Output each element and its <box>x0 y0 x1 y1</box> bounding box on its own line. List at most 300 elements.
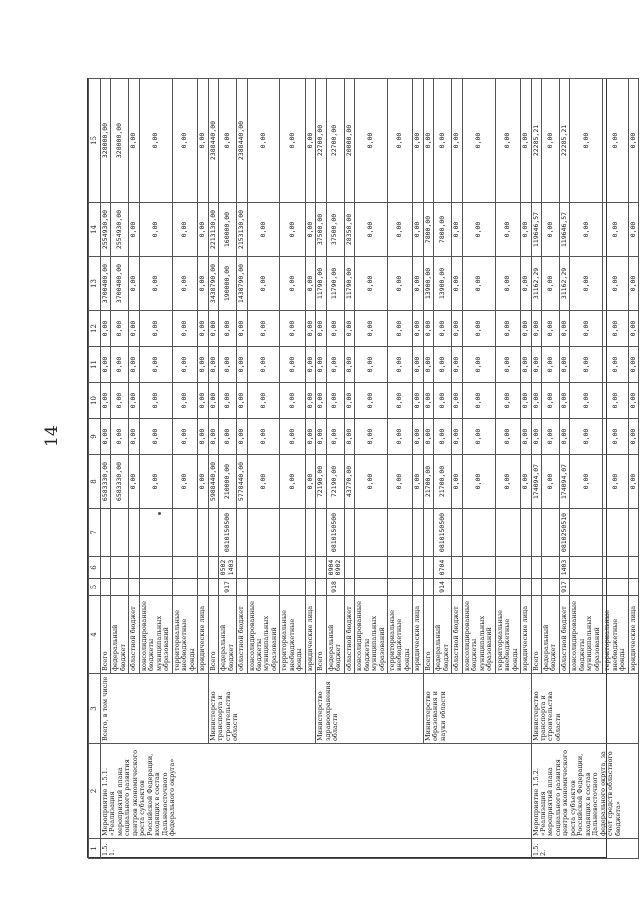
amount-cell: 0,00 <box>603 383 628 419</box>
grbs-code <box>101 579 111 596</box>
amount-cell: 0,00 <box>628 79 638 203</box>
table-row <box>101 79 111 859</box>
amount-cell: 0,00 <box>521 79 531 203</box>
rz-pr-code <box>462 557 495 579</box>
funding-source: территориальные внебюджетные фонды <box>495 596 520 674</box>
amount-cell: 0,00 <box>344 419 354 455</box>
amount-cell: 31162,29 <box>559 257 569 311</box>
amount-cell: 0,00 <box>139 203 172 257</box>
grbs-code <box>139 579 172 596</box>
amount-cell: 0,00 <box>603 203 628 257</box>
amount-cell: 0,00 <box>570 257 603 311</box>
rz-pr-code: 0502 1403 <box>219 557 237 579</box>
amount-cell: 0,00 <box>316 311 326 347</box>
grbs-code <box>198 579 208 596</box>
amount-cell: 0,00 <box>326 383 344 419</box>
amount-cell: 0,00 <box>628 257 638 311</box>
amount-cell: 0,00 <box>462 203 495 257</box>
table-body <box>89 79 639 859</box>
grbs-code <box>355 579 388 596</box>
column-number: 7 <box>89 509 101 557</box>
funding-source: Всего <box>316 596 326 674</box>
grbs-code <box>603 579 628 596</box>
amount-cell: 0,00 <box>208 347 218 383</box>
amount-cell: 6583330,00 <box>111 455 129 509</box>
amount-cell: 72190,00 <box>316 455 326 509</box>
amount-cell: 0,00 <box>452 347 462 383</box>
grbs-code: 918 <box>326 579 344 596</box>
amount-cell: 174094,07 <box>559 455 569 509</box>
amount-cell: 0,00 <box>521 455 531 509</box>
amount-cell: 0,00 <box>452 383 462 419</box>
csr-code <box>603 509 628 557</box>
column-number: 13 <box>89 257 101 311</box>
amount-cell: 0,00 <box>326 419 344 455</box>
amount-cell: 0,00 <box>355 203 388 257</box>
amount-cell: 37500,00 <box>316 203 326 257</box>
amount-cell: 0,00 <box>628 203 638 257</box>
amount-cell: 2388440,00 <box>237 79 247 203</box>
amount-cell: 0,00 <box>172 419 197 455</box>
amount-cell: 3700400,00 <box>111 257 129 311</box>
csr-code <box>541 509 559 557</box>
csr-code <box>531 509 541 557</box>
amount-cell: 0,00 <box>434 419 452 455</box>
amount-cell: 0,00 <box>280 311 305 347</box>
amount-cell: 0,00 <box>198 419 208 455</box>
column-number: 11 <box>89 347 101 383</box>
amount-cell: 0,00 <box>628 455 638 509</box>
amount-cell: 0,00 <box>541 79 559 203</box>
funding-source: юридические лица <box>305 596 315 674</box>
amount-cell: 0,00 <box>462 347 495 383</box>
funding-source: консолидированные бюджеты муниципальных образований <box>355 596 388 674</box>
amount-cell: 0,00 <box>452 455 462 509</box>
amount-cell: 160000,00 <box>219 203 237 257</box>
funding-source: консолидированные бюджеты муниципальных образований <box>247 596 280 674</box>
csr-code <box>413 509 423 557</box>
amount-cell: 0,00 <box>434 347 452 383</box>
amount-cell: 0,00 <box>280 203 305 257</box>
rz-pr-code <box>316 557 326 579</box>
amount-cell: 0,00 <box>172 79 197 203</box>
grbs-code <box>111 579 129 596</box>
amount-cell: 0,00 <box>559 419 569 455</box>
amount-cell: 0,00 <box>603 455 628 509</box>
csr-code <box>521 509 531 557</box>
rz-pr-code <box>423 557 433 579</box>
csr-code <box>139 509 172 557</box>
csr-code <box>101 509 111 557</box>
amount-cell: 0,00 <box>139 419 172 455</box>
amount-cell: 0,00 <box>355 419 388 455</box>
rz-pr-code <box>101 557 111 579</box>
measure-id: 1.5.1. <box>101 839 532 859</box>
funding-source: Всего <box>208 596 218 674</box>
amount-cell: 0,00 <box>559 347 569 383</box>
column-number-row <box>89 79 101 859</box>
rz-pr-code <box>531 557 541 579</box>
csr-code <box>198 509 208 557</box>
csr-code <box>452 509 462 557</box>
amount-cell: 0,00 <box>452 257 462 311</box>
rz-pr-code <box>111 557 129 579</box>
amount-cell: 0,00 <box>198 79 208 203</box>
column-number: 4 <box>89 596 101 674</box>
amount-cell: 0,00 <box>237 419 247 455</box>
amount-cell: 0,00 <box>198 383 208 419</box>
amount-cell: 0,00 <box>628 383 638 419</box>
csr-code <box>172 509 197 557</box>
amount-cell: 0,00 <box>559 311 569 347</box>
amount-cell: 0,00 <box>388 79 413 203</box>
amount-cell: 3438790,00 <box>208 257 218 311</box>
grbs-code <box>129 579 139 596</box>
amount-cell: 0,00 <box>139 383 172 419</box>
amount-cell: 0,00 <box>280 383 305 419</box>
funding-source: консолидированные бюджеты муниципальных образований <box>139 596 172 674</box>
amount-cell: 0,00 <box>603 79 628 203</box>
csr-code: 0810150500 <box>326 509 344 557</box>
amount-cell: 0,00 <box>452 203 462 257</box>
rz-pr-code <box>280 557 305 579</box>
amount-cell: 174094,07 <box>531 455 541 509</box>
csr-code <box>280 509 305 557</box>
amount-cell: 2213130,00 <box>208 203 218 257</box>
amount-cell: 0,00 <box>198 203 208 257</box>
funding-source: федеральный бюджет <box>434 596 452 674</box>
csr-code: 0810150500 <box>219 509 237 557</box>
amount-cell: 0,00 <box>129 347 139 383</box>
grbs-code <box>495 579 520 596</box>
amount-cell: 13900,00 <box>434 257 452 311</box>
amount-cell: 0,00 <box>570 455 603 509</box>
funding-source: юридические лица <box>521 596 531 674</box>
grbs-code <box>344 579 354 596</box>
amount-cell: 0,00 <box>388 257 413 311</box>
amount-cell: 0,00 <box>355 347 388 383</box>
grbs-code: 917 <box>219 579 237 596</box>
column-number: 12 <box>89 311 101 347</box>
column-number: 9 <box>89 419 101 455</box>
funding-source: областной бюджет <box>559 596 569 674</box>
rz-pr-code: 0904 0902 <box>326 557 344 579</box>
amount-cell: 0,00 <box>344 383 354 419</box>
grbs-code <box>628 579 638 596</box>
amount-cell: 0,00 <box>219 347 237 383</box>
amount-cell: 0,00 <box>413 257 423 311</box>
rz-pr-code <box>355 557 388 579</box>
grbs-code <box>541 579 559 596</box>
amount-cell: 0,00 <box>344 311 354 347</box>
amount-cell: 28350,00 <box>344 203 354 257</box>
amount-cell: 0,00 <box>570 311 603 347</box>
rz-pr-code <box>208 557 218 579</box>
amount-cell: 0,00 <box>495 79 520 203</box>
amount-cell: 0,00 <box>280 419 305 455</box>
amount-cell: 21700,00 <box>423 455 433 509</box>
rz-pr-code <box>413 557 423 579</box>
amount-cell: 119646,57 <box>531 203 541 257</box>
amount-cell: 0,00 <box>129 311 139 347</box>
funding-source: федеральный бюджет <box>111 596 129 674</box>
grbs-code <box>172 579 197 596</box>
amount-cell: 37500,00 <box>326 203 344 257</box>
amount-cell: 210000,00 <box>219 455 237 509</box>
amount-cell: 11790,00 <box>326 257 344 311</box>
amount-cell: 0,00 <box>316 419 326 455</box>
amount-cell: 0,00 <box>413 311 423 347</box>
funding-source: территориальные внебюджетные фонды <box>172 596 197 674</box>
amount-cell: 0,00 <box>129 79 139 203</box>
grbs-code: 917 <box>559 579 569 596</box>
amount-cell: 0,00 <box>355 79 388 203</box>
amount-cell: 0,00 <box>326 311 344 347</box>
grbs-code <box>462 579 495 596</box>
amount-cell: 0,00 <box>237 311 247 347</box>
rz-pr-code <box>603 557 628 579</box>
amount-cell: 5778440,00 <box>237 455 247 509</box>
csr-code <box>129 509 139 557</box>
amount-cell: 0,00 <box>237 383 247 419</box>
amount-cell: 0,00 <box>111 311 129 347</box>
csr-code <box>344 509 354 557</box>
amount-cell: 0,00 <box>434 311 452 347</box>
amount-cell: 0,00 <box>280 455 305 509</box>
amount-cell: 0,00 <box>541 419 559 455</box>
amount-cell: 0,00 <box>219 79 237 203</box>
csr-code <box>237 509 247 557</box>
amount-cell: 0,00 <box>521 203 531 257</box>
amount-cell: 0,00 <box>139 347 172 383</box>
amount-cell: 0,00 <box>521 347 531 383</box>
amount-cell: 0,00 <box>172 347 197 383</box>
amount-cell: 0,00 <box>305 419 315 455</box>
rz-pr-code <box>237 557 247 579</box>
amount-cell: 0,00 <box>521 383 531 419</box>
amount-cell: 0,00 <box>280 257 305 311</box>
amount-cell: 0,00 <box>452 419 462 455</box>
csr-code <box>388 509 413 557</box>
amount-cell: 0,00 <box>305 383 315 419</box>
csr-code <box>208 509 218 557</box>
amount-cell: 2554930,00 <box>101 203 111 257</box>
funding-source: Всего <box>101 596 111 674</box>
amount-cell: 0,00 <box>305 257 315 311</box>
amount-cell: 0,00 <box>462 257 495 311</box>
csr-code: 0810150500 <box>434 509 452 557</box>
amount-cell: 0,00 <box>355 383 388 419</box>
csr-code <box>495 509 520 557</box>
funding-source: областной бюджет <box>344 596 354 674</box>
column-number: 8 <box>89 455 101 509</box>
csr-code <box>628 509 638 557</box>
amount-cell: 6583330,00 <box>101 455 111 509</box>
grbs-code <box>280 579 305 596</box>
amount-cell: 0,00 <box>495 419 520 455</box>
amount-cell: 0,00 <box>570 203 603 257</box>
amount-cell: 0,00 <box>462 311 495 347</box>
funding-source: юридические лица <box>628 596 638 674</box>
amount-cell: 0,00 <box>388 383 413 419</box>
amount-cell: 0,00 <box>198 347 208 383</box>
amount-cell: 0,00 <box>172 383 197 419</box>
rz-pr-code <box>452 557 462 579</box>
document-table-frame <box>87 78 637 858</box>
amount-cell: 0,00 <box>247 383 280 419</box>
amount-cell: 0,00 <box>247 79 280 203</box>
amount-cell: 22285,21 <box>531 79 541 203</box>
csr-code <box>316 509 326 557</box>
amount-cell: 0,00 <box>531 383 541 419</box>
measure-id: 1.5.2. <box>531 839 639 859</box>
amount-cell: 0,00 <box>413 79 423 203</box>
grbs-code <box>570 579 603 596</box>
amount-cell: 0,00 <box>531 311 541 347</box>
amount-cell: 190000,00 <box>219 257 237 311</box>
amount-cell: 0,00 <box>139 311 172 347</box>
amount-cell: 22285,21 <box>559 79 569 203</box>
amount-cell: 328000,00 <box>111 79 129 203</box>
csr-code: 0810250510 <box>559 509 569 557</box>
amount-cell: 0,00 <box>423 383 433 419</box>
grbs-code <box>208 579 218 596</box>
amount-cell: 0,00 <box>388 347 413 383</box>
funding-source: федеральный бюджет <box>219 596 237 674</box>
amount-cell: 0,00 <box>423 79 433 203</box>
rz-pr-code <box>172 557 197 579</box>
financing-table <box>88 78 639 859</box>
rz-pr-code <box>198 557 208 579</box>
amount-cell: 0,00 <box>355 257 388 311</box>
grbs-code <box>452 579 462 596</box>
table-row <box>316 79 326 859</box>
grbs-code <box>521 579 531 596</box>
amount-cell: 0,00 <box>434 79 452 203</box>
amount-cell: 0,00 <box>247 419 280 455</box>
csr-code <box>355 509 388 557</box>
amount-cell: 0,00 <box>388 203 413 257</box>
amount-cell: 0,00 <box>237 347 247 383</box>
amount-cell: 0,00 <box>531 419 541 455</box>
amount-cell: 0,00 <box>247 257 280 311</box>
amount-cell: 0,00 <box>247 347 280 383</box>
amount-cell: 0,00 <box>434 383 452 419</box>
amount-cell: 0,00 <box>413 347 423 383</box>
rz-pr-code <box>305 557 315 579</box>
amount-cell: 0,00 <box>521 419 531 455</box>
amount-cell: 0,00 <box>139 79 172 203</box>
amount-cell: 0,00 <box>462 419 495 455</box>
amount-cell: 0,00 <box>172 455 197 509</box>
rotated-table-container <box>88 79 637 859</box>
amount-cell: 0,00 <box>521 311 531 347</box>
amount-cell: 22700,00 <box>326 79 344 203</box>
amount-cell: 0,00 <box>305 455 315 509</box>
grbs-code <box>247 579 280 596</box>
amount-cell: 0,00 <box>219 383 237 419</box>
amount-cell: 0,00 <box>305 311 315 347</box>
rz-pr-code <box>344 557 354 579</box>
amount-cell: 0,00 <box>247 203 280 257</box>
grbs-code <box>237 579 247 596</box>
amount-cell: 0,00 <box>570 419 603 455</box>
amount-cell: 0,00 <box>247 455 280 509</box>
amount-cell: 0,00 <box>139 257 172 311</box>
amount-cell: 0,00 <box>208 419 218 455</box>
amount-cell: 0,00 <box>219 311 237 347</box>
amount-cell: 0,00 <box>129 419 139 455</box>
amount-cell: 1438790,00 <box>237 257 247 311</box>
amount-cell: 0,00 <box>462 79 495 203</box>
executor: Министерство здравоохранения области <box>316 674 424 744</box>
amount-cell: 0,00 <box>541 203 559 257</box>
column-number: 15 <box>89 79 101 203</box>
csr-code <box>462 509 495 557</box>
amount-cell: 0,00 <box>603 257 628 311</box>
amount-cell: 0,00 <box>247 311 280 347</box>
amount-cell: 0,00 <box>559 383 569 419</box>
amount-cell: 0,00 <box>423 419 433 455</box>
amount-cell: 0,00 <box>198 311 208 347</box>
csr-code <box>305 509 315 557</box>
column-number: 14 <box>89 203 101 257</box>
amount-cell: 0,00 <box>388 455 413 509</box>
rz-pr-code <box>129 557 139 579</box>
rz-pr-code <box>247 557 280 579</box>
amount-cell: 0,00 <box>570 383 603 419</box>
executor: Министерство образования и науки области <box>423 674 531 744</box>
csr-code <box>423 509 433 557</box>
amount-cell: 328000,00 <box>101 79 111 203</box>
rz-pr-code <box>495 557 520 579</box>
csr-code <box>247 509 280 557</box>
amount-cell: 0,00 <box>603 419 628 455</box>
amount-cell: 20000,00 <box>344 79 354 203</box>
grbs-code <box>413 579 423 596</box>
amount-cell: 0,00 <box>305 347 315 383</box>
amount-cell: 0,00 <box>452 79 462 203</box>
amount-cell: 0,00 <box>198 257 208 311</box>
amount-cell: 0,00 <box>423 347 433 383</box>
amount-cell: 0,00 <box>129 257 139 311</box>
funding-source: консолидированные бюджеты муниципальных образований <box>570 596 603 674</box>
amount-cell: 0,00 <box>111 419 129 455</box>
amount-cell: 21700,00 <box>434 455 452 509</box>
executor: Всего, в том числе <box>101 674 209 744</box>
amount-cell: 0,00 <box>603 347 628 383</box>
funding-source: юридические лица <box>413 596 423 674</box>
amount-cell: 0,00 <box>208 383 218 419</box>
amount-cell: 0,00 <box>305 79 315 203</box>
amount-cell: 0,00 <box>101 419 111 455</box>
table-row <box>423 79 433 859</box>
amount-cell: 0,00 <box>388 419 413 455</box>
amount-cell: 0,00 <box>129 455 139 509</box>
amount-cell: 0,00 <box>495 257 520 311</box>
amount-cell: 0,00 <box>628 311 638 347</box>
amount-cell: 2153130,00 <box>237 203 247 257</box>
amount-cell: 0,00 <box>423 311 433 347</box>
amount-cell: 0,00 <box>139 455 172 509</box>
amount-cell: 13900,00 <box>423 257 433 311</box>
amount-cell: 0,00 <box>521 257 531 311</box>
grbs-code <box>531 579 541 596</box>
amount-cell: 0,00 <box>495 455 520 509</box>
amount-cell: 0,00 <box>541 383 559 419</box>
column-number: 5 <box>89 579 101 596</box>
amount-cell: 0,00 <box>355 311 388 347</box>
